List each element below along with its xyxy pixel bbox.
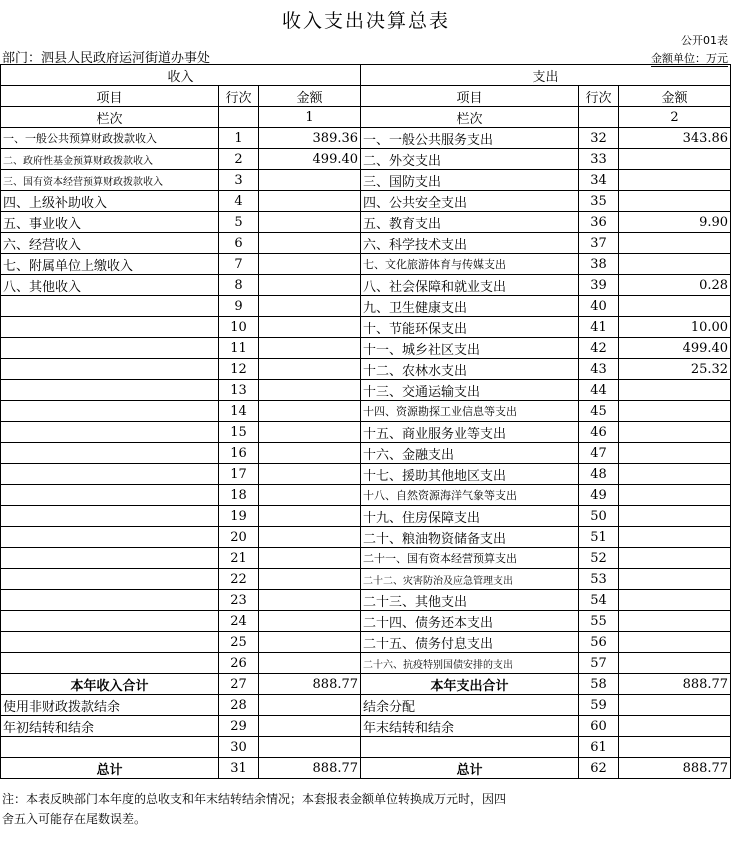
expense-item-cell: 十五、商业服务业等支出 bbox=[361, 422, 579, 443]
income-line-cell: 1 bbox=[219, 128, 259, 149]
expense-item-cell: 一、一般公共服务支出 bbox=[361, 128, 579, 149]
expense-amount-cell bbox=[619, 401, 731, 422]
income-amount-cell bbox=[259, 464, 361, 485]
income-item-cell: 本年收入合计 bbox=[1, 674, 219, 695]
income-amount-cell bbox=[259, 548, 361, 569]
expense-line-cell: 51 bbox=[579, 527, 619, 548]
total-row bbox=[1, 695, 731, 716]
income-amount-cell bbox=[259, 611, 361, 632]
income-item-cell: 四、上级补助收入 bbox=[1, 191, 219, 212]
income-amount-cell bbox=[259, 212, 361, 233]
expense-amount-cell bbox=[619, 632, 731, 653]
expense-line-cell: 55 bbox=[579, 611, 619, 632]
table-row bbox=[1, 527, 731, 548]
expense-line-cell: 54 bbox=[579, 590, 619, 611]
table-row bbox=[1, 464, 731, 485]
expense-line-cell: 34 bbox=[579, 170, 619, 191]
expense-item-cell: 二十二、灾害防治及应急管理支出 bbox=[361, 569, 579, 590]
income-line-cell: 23 bbox=[219, 590, 259, 611]
expense-line-cell: 60 bbox=[579, 716, 619, 737]
income-amount-cell bbox=[259, 716, 361, 737]
expense-item-cell: 十、节能环保支出 bbox=[361, 317, 579, 338]
income-item-cell bbox=[1, 506, 219, 527]
expense-item-cell: 六、科学技术支出 bbox=[361, 233, 579, 254]
expense-amount-cell: 10.00 bbox=[619, 317, 731, 338]
table-row bbox=[1, 191, 731, 212]
income-amount-cell bbox=[259, 296, 361, 317]
income-line-cell: 31 bbox=[219, 758, 259, 779]
expense-item-cell: 二十六、抗疫特别国债安排的支出 bbox=[361, 653, 579, 674]
expense-line-cell: 39 bbox=[579, 275, 619, 296]
expense-column-label: 栏次 bbox=[361, 107, 579, 128]
income-amount-cell bbox=[259, 380, 361, 401]
income-line-cell: 4 bbox=[219, 191, 259, 212]
expense-amount-cell: 888.77 bbox=[619, 758, 731, 779]
expense-line-cell: 43 bbox=[579, 359, 619, 380]
expense-item-cell: 五、教育支出 bbox=[361, 212, 579, 233]
income-line-cell: 16 bbox=[219, 443, 259, 464]
income-amount-cell bbox=[259, 653, 361, 674]
table-row bbox=[1, 653, 731, 674]
expense-item-cell: 十八、自然资源海洋气象等支出 bbox=[361, 485, 579, 506]
income-amount-cell bbox=[259, 191, 361, 212]
income-amount-cell: 888.77 bbox=[259, 758, 361, 779]
income-item-cell: 八、其他收入 bbox=[1, 275, 219, 296]
income-line-header: 行次 bbox=[219, 86, 259, 107]
income-amount-cell bbox=[259, 254, 361, 275]
income-item-cell: 六、经营收入 bbox=[1, 233, 219, 254]
expense-amount-cell bbox=[619, 443, 731, 464]
expense-amount-cell bbox=[619, 527, 731, 548]
expense-item-cell: 十六、金融支出 bbox=[361, 443, 579, 464]
income-amount-header: 金额 bbox=[259, 86, 361, 107]
income-item-cell: 使用非财政拨款结余 bbox=[1, 695, 219, 716]
table-row bbox=[1, 569, 731, 590]
footnote bbox=[2, 789, 506, 829]
expense-amount-cell: 9.90 bbox=[619, 212, 731, 233]
income-amount-cell bbox=[259, 527, 361, 548]
income-line-cell: 17 bbox=[219, 464, 259, 485]
income-line-cell: 18 bbox=[219, 485, 259, 506]
expense-line-cell: 37 bbox=[579, 233, 619, 254]
table-row bbox=[1, 548, 731, 569]
expense-line-cell: 57 bbox=[579, 653, 619, 674]
expense-item-cell: 十四、资源勘探工业信息等支出 bbox=[361, 401, 579, 422]
expense-amount-cell bbox=[619, 422, 731, 443]
table-row bbox=[1, 338, 731, 359]
income-line-cell: 9 bbox=[219, 296, 259, 317]
department-label: 部门：泗县人民政府运河街道办事处 bbox=[2, 51, 211, 66]
expense-line-cell: 47 bbox=[579, 443, 619, 464]
table-row bbox=[1, 170, 731, 191]
table-row bbox=[1, 296, 731, 317]
income-column-number: 1 bbox=[259, 107, 361, 128]
table-row bbox=[1, 401, 731, 422]
income-item-cell: 一、一般公共预算财政拨款收入 bbox=[1, 128, 219, 149]
income-line-cell: 26 bbox=[219, 653, 259, 674]
income-line-cell: 28 bbox=[219, 695, 259, 716]
income-item-cell bbox=[1, 296, 219, 317]
expense-line-cell: 33 bbox=[579, 149, 619, 170]
unit-label: 金额单位：万元 bbox=[651, 52, 728, 65]
income-line-cell: 6 bbox=[219, 233, 259, 254]
total-row bbox=[1, 674, 731, 695]
expense-amount-cell bbox=[619, 464, 731, 485]
income-amount-cell bbox=[259, 443, 361, 464]
income-amount-cell bbox=[259, 359, 361, 380]
income-line-cell: 2 bbox=[219, 149, 259, 170]
income-item-cell: 三、国有资本经营预算财政拨款收入 bbox=[1, 170, 219, 191]
expense-amount-cell: 343.86 bbox=[619, 128, 731, 149]
expense-column-number: 2 bbox=[619, 107, 731, 128]
expense-item-cell: 二十、粮油物资储备支出 bbox=[361, 527, 579, 548]
income-item-cell bbox=[1, 485, 219, 506]
expense-item-cell: 二、外交支出 bbox=[361, 149, 579, 170]
expense-item-cell: 二十一、国有资本经营预算支出 bbox=[361, 548, 579, 569]
income-line-cell: 7 bbox=[219, 254, 259, 275]
income-amount-cell bbox=[259, 401, 361, 422]
income-line-cell: 29 bbox=[219, 716, 259, 737]
expense-line-cell: 45 bbox=[579, 401, 619, 422]
expense-line-cell: 46 bbox=[579, 422, 619, 443]
total-row bbox=[1, 758, 731, 779]
income-item-cell bbox=[1, 653, 219, 674]
income-amount-cell: 888.77 bbox=[259, 674, 361, 695]
income-amount-cell bbox=[259, 275, 361, 296]
income-item-cell bbox=[1, 464, 219, 485]
expense-amount-cell bbox=[619, 653, 731, 674]
expense-amount-cell bbox=[619, 569, 731, 590]
income-column-label: 栏次 bbox=[1, 107, 219, 128]
expense-amount-cell bbox=[619, 170, 731, 191]
income-item-cell bbox=[1, 359, 219, 380]
expense-amount-cell bbox=[619, 611, 731, 632]
expense-amount-cell: 499.40 bbox=[619, 338, 731, 359]
income-item-cell: 年初结转和结余 bbox=[1, 716, 219, 737]
expense-line-cell: 41 bbox=[579, 317, 619, 338]
income-item-cell bbox=[1, 380, 219, 401]
income-line-cell: 22 bbox=[219, 569, 259, 590]
expense-item-cell: 十三、交通运输支出 bbox=[361, 380, 579, 401]
header-row-colnum bbox=[1, 107, 731, 128]
expense-amount-cell bbox=[619, 548, 731, 569]
expense-amount-cell: 888.77 bbox=[619, 674, 731, 695]
income-item-cell bbox=[1, 443, 219, 464]
expense-amount-cell: 0.28 bbox=[619, 275, 731, 296]
income-item-cell bbox=[1, 569, 219, 590]
expense-item-cell: 十七、援助其他地区支出 bbox=[361, 464, 579, 485]
expense-item-cell: 九、卫生健康支出 bbox=[361, 296, 579, 317]
total-row bbox=[1, 737, 731, 758]
income-item-cell bbox=[1, 338, 219, 359]
expense-line-cell: 53 bbox=[579, 569, 619, 590]
income-line-cell: 11 bbox=[219, 338, 259, 359]
header-row-columns bbox=[1, 86, 731, 107]
expense-item-cell: 三、国防支出 bbox=[361, 170, 579, 191]
header-row-section bbox=[1, 65, 731, 86]
expense-amount-cell bbox=[619, 254, 731, 275]
expense-item-cell: 十二、农林水支出 bbox=[361, 359, 579, 380]
income-item-cell bbox=[1, 611, 219, 632]
expense-line-cell: 49 bbox=[579, 485, 619, 506]
expense-item-cell: 十九、住房保障支出 bbox=[361, 506, 579, 527]
table-row bbox=[1, 128, 731, 149]
table-row bbox=[1, 317, 731, 338]
income-line-cell: 19 bbox=[219, 506, 259, 527]
footnote-line-2: 舍五入可能存在尾数误差。 bbox=[2, 812, 147, 826]
income-line-cell: 24 bbox=[219, 611, 259, 632]
expense-line-cell: 35 bbox=[579, 191, 619, 212]
expense-line-cell: 56 bbox=[579, 632, 619, 653]
expense-item-cell: 四、公共安全支出 bbox=[361, 191, 579, 212]
expense-amount-cell bbox=[619, 695, 731, 716]
expense-item-cell: 八、社会保障和就业支出 bbox=[361, 275, 579, 296]
expense-line-cell: 44 bbox=[579, 380, 619, 401]
expense-line-header: 行次 bbox=[579, 86, 619, 107]
page-title: 收入支出决算总表 bbox=[281, 10, 450, 32]
expense-item-header: 项目 bbox=[361, 86, 579, 107]
income-item-cell bbox=[1, 632, 219, 653]
expense-line-cell: 58 bbox=[579, 674, 619, 695]
expense-item-cell bbox=[361, 737, 579, 758]
expense-line-cell: 52 bbox=[579, 548, 619, 569]
income-amount-cell: 499.40 bbox=[259, 149, 361, 170]
income-item-cell: 七、附属单位上缴收入 bbox=[1, 254, 219, 275]
income-line-cell: 12 bbox=[219, 359, 259, 380]
budget-table bbox=[0, 64, 731, 779]
expense-line-cell: 62 bbox=[579, 758, 619, 779]
income-item-header: 项目 bbox=[1, 86, 219, 107]
form-number: 公开01表 bbox=[681, 34, 728, 47]
income-amount-cell bbox=[259, 590, 361, 611]
income-item-cell bbox=[1, 737, 219, 758]
table-row bbox=[1, 212, 731, 233]
expense-item-cell: 年末结转和结余 bbox=[361, 716, 579, 737]
income-amount-cell bbox=[259, 695, 361, 716]
expense-item-cell: 总计 bbox=[361, 758, 579, 779]
income-item-cell bbox=[1, 527, 219, 548]
expense-amount-cell bbox=[619, 506, 731, 527]
expense-amount-cell bbox=[619, 233, 731, 254]
income-item-cell bbox=[1, 590, 219, 611]
table-row bbox=[1, 506, 731, 527]
expense-amount-cell bbox=[619, 485, 731, 506]
income-amount-cell bbox=[259, 632, 361, 653]
income-line-cell: 14 bbox=[219, 401, 259, 422]
table-row bbox=[1, 590, 731, 611]
expense-item-cell: 七、文化旅游体育与传媒支出 bbox=[361, 254, 579, 275]
income-line-cell: 10 bbox=[219, 317, 259, 338]
footnote-line-1: 注：本表反映部门本年度的总收支和年末结转结余情况；本套报表金额单位转换成万元时，因四 bbox=[2, 792, 507, 806]
income-header: 收入 bbox=[1, 65, 361, 86]
table-row bbox=[1, 359, 731, 380]
table-row bbox=[1, 632, 731, 653]
income-amount-cell bbox=[259, 233, 361, 254]
expense-line-cell: 59 bbox=[579, 695, 619, 716]
expense-column-empty bbox=[579, 107, 619, 128]
expense-line-cell: 42 bbox=[579, 338, 619, 359]
expense-line-cell: 61 bbox=[579, 737, 619, 758]
table-row bbox=[1, 149, 731, 170]
income-line-cell: 8 bbox=[219, 275, 259, 296]
expense-amount-cell bbox=[619, 590, 731, 611]
income-line-cell: 30 bbox=[219, 737, 259, 758]
table-row bbox=[1, 233, 731, 254]
income-item-cell: 二、政府性基金预算财政拨款收入 bbox=[1, 149, 219, 170]
expense-item-cell: 本年支出合计 bbox=[361, 674, 579, 695]
expense-item-cell: 二十三、其他支出 bbox=[361, 590, 579, 611]
expense-line-cell: 36 bbox=[579, 212, 619, 233]
table-row bbox=[1, 275, 731, 296]
table-row bbox=[1, 380, 731, 401]
income-amount-cell bbox=[259, 338, 361, 359]
expense-item-cell: 二十四、债务还本支出 bbox=[361, 611, 579, 632]
expense-header: 支出 bbox=[361, 65, 731, 86]
income-amount-cell bbox=[259, 737, 361, 758]
expense-line-cell: 48 bbox=[579, 464, 619, 485]
income-amount-cell bbox=[259, 569, 361, 590]
income-line-cell: 3 bbox=[219, 170, 259, 191]
income-amount-cell bbox=[259, 485, 361, 506]
income-amount-cell: 389.36 bbox=[259, 128, 361, 149]
income-column-empty bbox=[219, 107, 259, 128]
expense-amount-cell: 25.32 bbox=[619, 359, 731, 380]
table-row bbox=[1, 611, 731, 632]
expense-line-cell: 50 bbox=[579, 506, 619, 527]
income-line-cell: 20 bbox=[219, 527, 259, 548]
income-line-cell: 21 bbox=[219, 548, 259, 569]
expense-amount-header: 金额 bbox=[619, 86, 731, 107]
income-item-cell: 五、事业收入 bbox=[1, 212, 219, 233]
income-line-cell: 25 bbox=[219, 632, 259, 653]
expense-item-cell: 十一、城乡社区支出 bbox=[361, 338, 579, 359]
table-row bbox=[1, 485, 731, 506]
income-amount-cell bbox=[259, 422, 361, 443]
expense-item-cell: 二十五、债务付息支出 bbox=[361, 632, 579, 653]
income-amount-cell bbox=[259, 317, 361, 338]
income-amount-cell bbox=[259, 170, 361, 191]
expense-amount-cell bbox=[619, 380, 731, 401]
table-row bbox=[1, 422, 731, 443]
total-row bbox=[1, 716, 731, 737]
income-line-cell: 13 bbox=[219, 380, 259, 401]
expense-amount-cell bbox=[619, 296, 731, 317]
table-row bbox=[1, 443, 731, 464]
expense-amount-cell bbox=[619, 716, 731, 737]
income-line-cell: 5 bbox=[219, 212, 259, 233]
income-line-cell: 15 bbox=[219, 422, 259, 443]
expense-item-cell: 结余分配 bbox=[361, 695, 579, 716]
income-amount-cell bbox=[259, 506, 361, 527]
expense-amount-cell bbox=[619, 737, 731, 758]
expense-line-cell: 32 bbox=[579, 128, 619, 149]
expense-amount-cell bbox=[619, 191, 731, 212]
expense-line-cell: 38 bbox=[579, 254, 619, 275]
income-line-cell: 27 bbox=[219, 674, 259, 695]
income-item-cell bbox=[1, 422, 219, 443]
income-item-cell bbox=[1, 548, 219, 569]
income-item-cell bbox=[1, 401, 219, 422]
expense-amount-cell bbox=[619, 149, 731, 170]
table-row bbox=[1, 254, 731, 275]
expense-line-cell: 40 bbox=[579, 296, 619, 317]
income-item-cell: 总计 bbox=[1, 758, 219, 779]
income-item-cell bbox=[1, 317, 219, 338]
